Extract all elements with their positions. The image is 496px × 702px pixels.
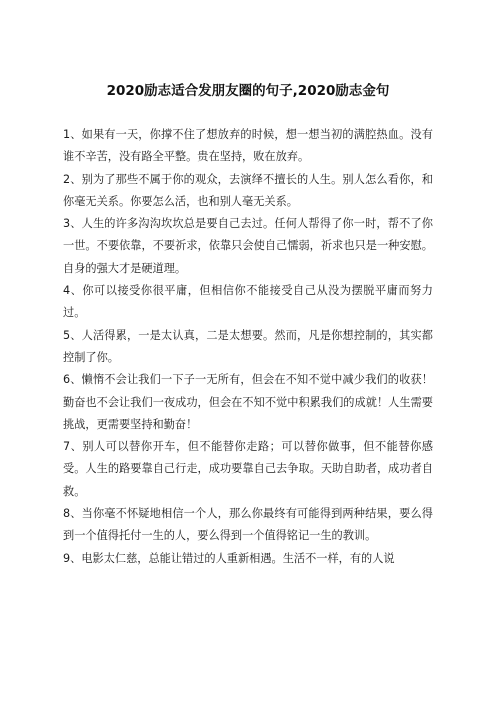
item-number: 8、 — [63, 507, 82, 521]
list-item — [63, 369, 433, 436]
item-text: 电影太仁慈，总能让错过的人重新相遇。生活不一样，有的人说 — [81, 551, 395, 565]
item-number: 7、 — [63, 440, 83, 454]
page-title: 2020励志适合发朋友圈的句子,2020励志金句 — [106, 83, 390, 99]
item-text: 别人可以替你开车，但不能替你走路；可以替你做事，但不能替你感受。人生的路要靠自己行走，成功要靠自己去争取。天助自助者，成功者自救。 — [63, 440, 433, 498]
item-number: 5、 — [63, 328, 82, 342]
list-item — [63, 280, 433, 325]
list-item — [63, 169, 433, 214]
item-text: 人活得累，一是太认真，二是太想要。然而，凡是你想控制的，其实都控制了你。 — [63, 328, 433, 364]
list-item — [63, 548, 433, 570]
list-item — [63, 325, 433, 370]
quote-list — [63, 124, 433, 570]
list-item — [63, 213, 433, 280]
list-item — [63, 124, 433, 169]
item-text: 如果有一天，你撑不住了想放弃的时候，想一想当初的满腔热血。没有谁不辛苦，没有路全平整。贵在坚持，败在放弃。 — [63, 128, 433, 164]
item-text: 人生的许多沟沟坎坎总是要自己去过。任何人帮得了你一时，帮不了你一世。不要依靠，不要祈求，依靠只会使自己懦弱，祈求也只是一种安慰。自身的强大才是硬道理。 — [63, 217, 433, 275]
item-text: 你可以接受你很平庸，但相信你不能接受自己从没为摆脱平庸而努力过。 — [63, 284, 433, 320]
list-item — [63, 503, 433, 548]
item-number: 9、 — [63, 551, 82, 565]
list-item — [63, 436, 433, 503]
item-number: 4、 — [63, 284, 83, 298]
item-number: 6、 — [63, 373, 82, 387]
item-number: 3、 — [63, 217, 82, 231]
item-number: 1、 — [63, 128, 82, 141]
item-text: 别为了那些不属于你的观众，去演绎不擅长的人生。别人怎么看你，和你毫无关系。你要怎么活，也和别人毫无关系。 — [63, 172, 433, 208]
item-text: 当你毫不怀疑地相信一个人，那么你最终有可能得到两种结果，要么得到一个值得托付一生的人，要么得到一个值得铭记一生的教训。 — [63, 507, 433, 543]
item-text: 懒惰不会让我们一下子一无所有，但会在不知不觉中减少我们的收获！勤奋也不会让我们一夜成功，但会在不知不觉中积累我们的成就！人生需要挑战，更需要坚持和勤奋！ — [63, 373, 433, 431]
item-number: 2、 — [63, 172, 82, 186]
